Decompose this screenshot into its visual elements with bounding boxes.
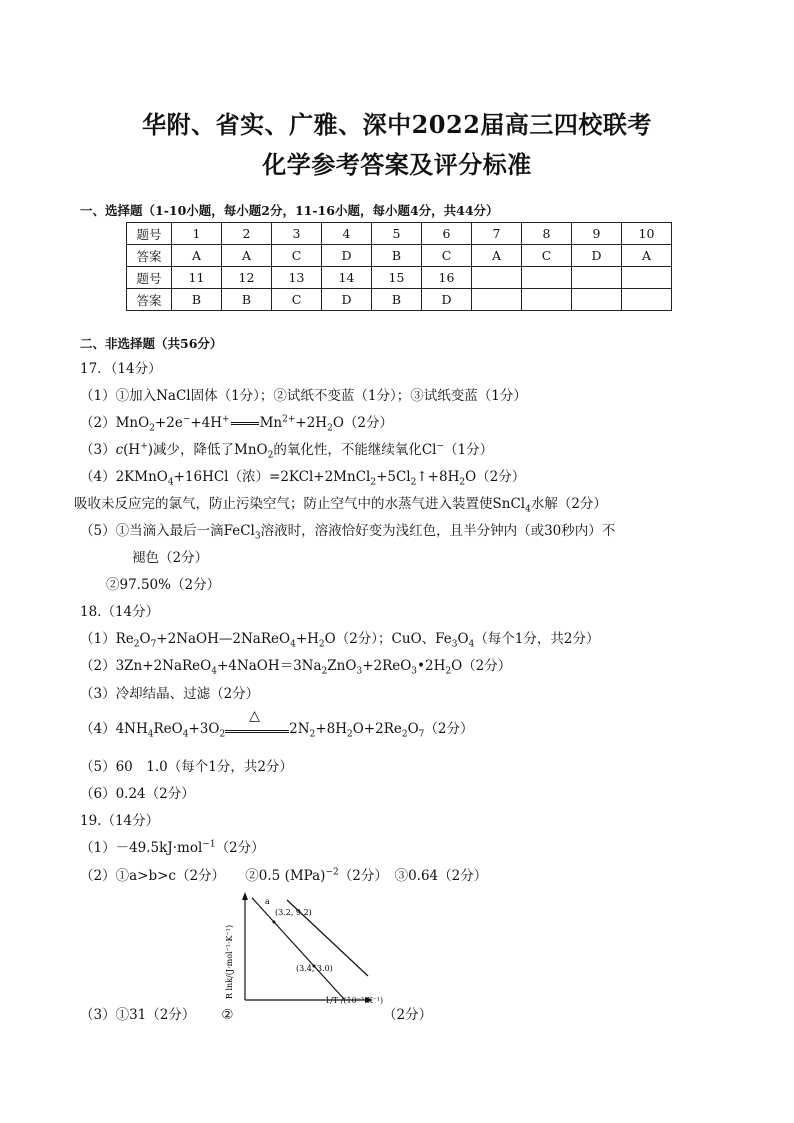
q19-part1: （1）－49.5kJ·mol$^{-1}$（2分） bbox=[80, 839, 265, 856]
doc-title-line2: 化学参考答案及评分标准 bbox=[262, 150, 532, 179]
text-run: （1）Re bbox=[80, 631, 134, 647]
text-run: +2NaOH—2NaReO bbox=[156, 631, 291, 647]
doc-title-line1: 华附、省实、广雅、深中2022届高三四校联考 bbox=[142, 110, 652, 139]
q19-part2: （2）①a>b>c（2分） ②0.5 (MPa)$^{-2}$（2分） ③0.64（2分） bbox=[80, 867, 488, 884]
table-cell: A bbox=[472, 245, 522, 267]
text-run: +5Cl bbox=[376, 469, 411, 485]
row-label: 答案 bbox=[127, 245, 172, 267]
table-cell: C bbox=[522, 245, 572, 267]
text-run: （2）①a>b>c（2分） ②0.5 (MPa) bbox=[80, 868, 326, 884]
table-cell: 15 bbox=[372, 267, 422, 289]
table-cell bbox=[622, 289, 672, 311]
text-run: （4）4NH bbox=[80, 721, 148, 737]
table-cell bbox=[522, 267, 572, 289]
q17-head: 17．（14分） bbox=[80, 361, 162, 377]
text-run: （2分） bbox=[424, 721, 474, 737]
table-cell: D bbox=[422, 289, 472, 311]
text-run: 2N bbox=[289, 721, 310, 737]
data-point bbox=[273, 921, 276, 924]
text-run: O（2分） bbox=[465, 469, 526, 485]
q18-part1: $(1)Re_2O_7+2NaOH—2NaReO_4+H_2O(2$分）；CuO、$Fe_3O_4$（每个1分，共2分） bbox=[80, 631, 600, 650]
y-axis-label: R lnk/(J·mol⁻¹·K⁻¹) bbox=[225, 924, 234, 1000]
text-run: O+2Re bbox=[352, 721, 402, 737]
heat-symbol: △ bbox=[249, 708, 260, 724]
text-run: O bbox=[457, 631, 469, 647]
q17-part3: （3）c(H+)减少，降低了MnO$_2$的氧化性，不能继续氧化Cl−（1分） bbox=[80, 441, 494, 461]
section2-heading: 二、非选择题（共56分） bbox=[80, 336, 223, 351]
table-cell: 10 bbox=[622, 223, 672, 245]
table-cell: C bbox=[422, 245, 472, 267]
answer-table bbox=[126, 222, 672, 311]
q18-part6: （6）0.24（2分） bbox=[80, 786, 195, 802]
text-run: 吸收未反应完的氯气，防止污染空气；防止空气中的水蒸气进入装置使SnCl bbox=[74, 496, 526, 512]
text-run: （每个1分，共2分） bbox=[474, 631, 600, 647]
text-run: ZnO bbox=[327, 658, 357, 674]
text-run: +2e bbox=[154, 415, 183, 431]
table-cell bbox=[622, 267, 672, 289]
q18-part4: $(4)4NH_4ReO_4+3O_2$ △ $2N_2+8H_2O+2Re_2O_7(2$分） bbox=[80, 708, 474, 740]
q18-head: 18.（14分） bbox=[80, 604, 160, 620]
table-cell bbox=[572, 267, 622, 289]
table-cell bbox=[472, 289, 522, 311]
text-run: （2）MnO bbox=[80, 415, 150, 431]
table-cell: C bbox=[272, 245, 322, 267]
q17-part5: （5）①当滴入最后一滴FeCl$_3$溶液时，溶液恰好变为浅红色，且半分钟内（或30秒内）不 bbox=[80, 523, 616, 542]
text-run: O bbox=[407, 721, 419, 737]
q18-part5: （5）60 1.0（每个1分，共2分） bbox=[80, 759, 293, 775]
table-cell: B bbox=[372, 289, 422, 311]
table-cell: D bbox=[322, 289, 372, 311]
text-run: O（2分） bbox=[451, 658, 512, 674]
q17-part4-note: 吸收未反应完的氯气，防止污染空气；防止空气中的水蒸气进入装置使SnCl$_4$水解（2分） bbox=[74, 496, 607, 515]
q17-part1: （1）①加入NaCl固体（1分）；②试纸不变蓝（1分）；③试纸变蓝（1分） bbox=[80, 388, 527, 404]
text-run: +2ReO bbox=[362, 658, 412, 674]
text-run: ↑+8H bbox=[416, 469, 460, 485]
text-run: （4）2KMnO bbox=[80, 469, 168, 485]
text-run: 溶液时，溶液恰好变为浅红色，且半分钟内（或30秒内）不 bbox=[260, 523, 616, 539]
text-run: O（2分） bbox=[332, 415, 393, 431]
table-cell: 6 bbox=[422, 223, 472, 245]
text-run: （2）3Zn+2NaReO bbox=[80, 658, 212, 674]
table-cell: 3 bbox=[272, 223, 322, 245]
q17-part5-cont: 褪色（2分） bbox=[132, 550, 209, 566]
text-run: （2分） ③0.64（2分） bbox=[338, 868, 488, 884]
table-cell: C bbox=[272, 289, 322, 311]
table-cell: 2 bbox=[222, 223, 272, 245]
text-run: Mn bbox=[259, 415, 283, 431]
q19-part3 bbox=[80, 1003, 233, 1023]
heating-equal-sign bbox=[225, 708, 289, 733]
table-cell: 11 bbox=[172, 267, 222, 289]
table-cell bbox=[522, 289, 572, 311]
table-cell: A bbox=[172, 245, 222, 267]
text-run: +8H bbox=[315, 721, 347, 737]
text-run: +16HCl（浓）=2KCl+2MnCl bbox=[173, 469, 371, 485]
table-row bbox=[127, 245, 672, 267]
q19-head: 19.（14分） bbox=[80, 813, 160, 829]
text-run: +3O bbox=[188, 721, 220, 737]
text-run: （1分） bbox=[444, 442, 494, 458]
table-cell: D bbox=[322, 245, 372, 267]
text-run: +H bbox=[295, 631, 319, 647]
table-cell: 5 bbox=[372, 223, 422, 245]
table-cell: 7 bbox=[472, 223, 522, 245]
table-cell: D bbox=[572, 245, 622, 267]
series-label-a: a bbox=[265, 897, 270, 906]
text-run: （2分） bbox=[215, 840, 265, 856]
row-label: 题号 bbox=[127, 267, 172, 289]
row-label: 答案 bbox=[127, 289, 172, 311]
text-run: （3）①31（2分） bbox=[80, 1007, 196, 1023]
y-axis-arrow bbox=[242, 892, 248, 900]
text-run: O bbox=[139, 631, 151, 647]
text-run: +4H bbox=[190, 415, 223, 431]
table-cell: A bbox=[222, 245, 272, 267]
q17-part5-2: ②97.50%（2分） bbox=[106, 577, 221, 593]
text-run: )减少，降低了MnO bbox=[147, 442, 268, 458]
table-cell bbox=[572, 289, 622, 311]
q17-part2: （2）MnO$_2$+2e−+4H+ $Mn^{2+}+2H_2O(2$分） bbox=[80, 414, 393, 434]
text-run: ② bbox=[221, 1007, 234, 1023]
table-row bbox=[127, 223, 672, 245]
text-run: （3） bbox=[80, 442, 116, 458]
table-cell: 1 bbox=[172, 223, 222, 245]
table-cell: B bbox=[222, 289, 272, 311]
table-cell: 16 bbox=[422, 267, 472, 289]
table-cell: B bbox=[172, 289, 222, 311]
table-row bbox=[127, 267, 672, 289]
q17-part4: （4）2KMnO$_4$+16HCl（浓）$=2KCl+2MnCl_2+5Cl_2↑+8H_2O(2$分） bbox=[80, 469, 526, 488]
text-run: +4NaOH＝3Na bbox=[216, 658, 322, 674]
text-run: ReO bbox=[153, 721, 183, 737]
row-label: 题号 bbox=[127, 223, 172, 245]
section1-heading: 一、选择题（1-10小题，每小题2分，11-16小题，每小题4分，共44分） bbox=[80, 203, 499, 218]
text-run: c bbox=[115, 442, 124, 458]
x-axis-label bbox=[325, 996, 383, 1005]
text-run: O（2分）；CuO、Fe bbox=[324, 631, 452, 647]
point-annotation: (3.2, 9.2) bbox=[275, 908, 312, 917]
table-cell bbox=[472, 267, 522, 289]
table-cell: 8 bbox=[522, 223, 572, 245]
table-cell: A bbox=[622, 245, 672, 267]
table-cell: 9 bbox=[572, 223, 622, 245]
text-run: 水解（2分） bbox=[530, 496, 607, 512]
text-run: •2H bbox=[417, 658, 446, 674]
point-annotation: (3.4, 3.0) bbox=[296, 964, 333, 973]
q18-part3: （3）冷却结晶、过滤（2分） bbox=[80, 686, 260, 702]
table-cell: 14 bbox=[322, 267, 372, 289]
text-run: （5）①当滴入最后一滴FeCl bbox=[80, 523, 255, 539]
double-equal-sign bbox=[231, 422, 259, 425]
table-cell: 12 bbox=[222, 267, 272, 289]
table-cell: 4 bbox=[322, 223, 372, 245]
text-run: (H bbox=[123, 442, 141, 458]
table-row bbox=[127, 289, 672, 311]
text-run: +2H bbox=[295, 415, 328, 431]
text-run: （1）－49.5kJ·mol bbox=[80, 840, 203, 856]
table-cell: B bbox=[372, 245, 422, 267]
table-cell: 13 bbox=[272, 267, 322, 289]
q18-part2: $(2)3Zn+2NaReO_4+4NaOH=3Na_2ZnO_3+2ReO_3•2H_2O(2$分） bbox=[80, 658, 512, 677]
text-run: 的氧化性，不能继续氧化Cl bbox=[273, 442, 437, 458]
q19-part3-score: （2分） bbox=[383, 1007, 433, 1023]
x-axis-label-text: 1/T /(10⁻³ K⁻¹) bbox=[325, 996, 384, 1005]
